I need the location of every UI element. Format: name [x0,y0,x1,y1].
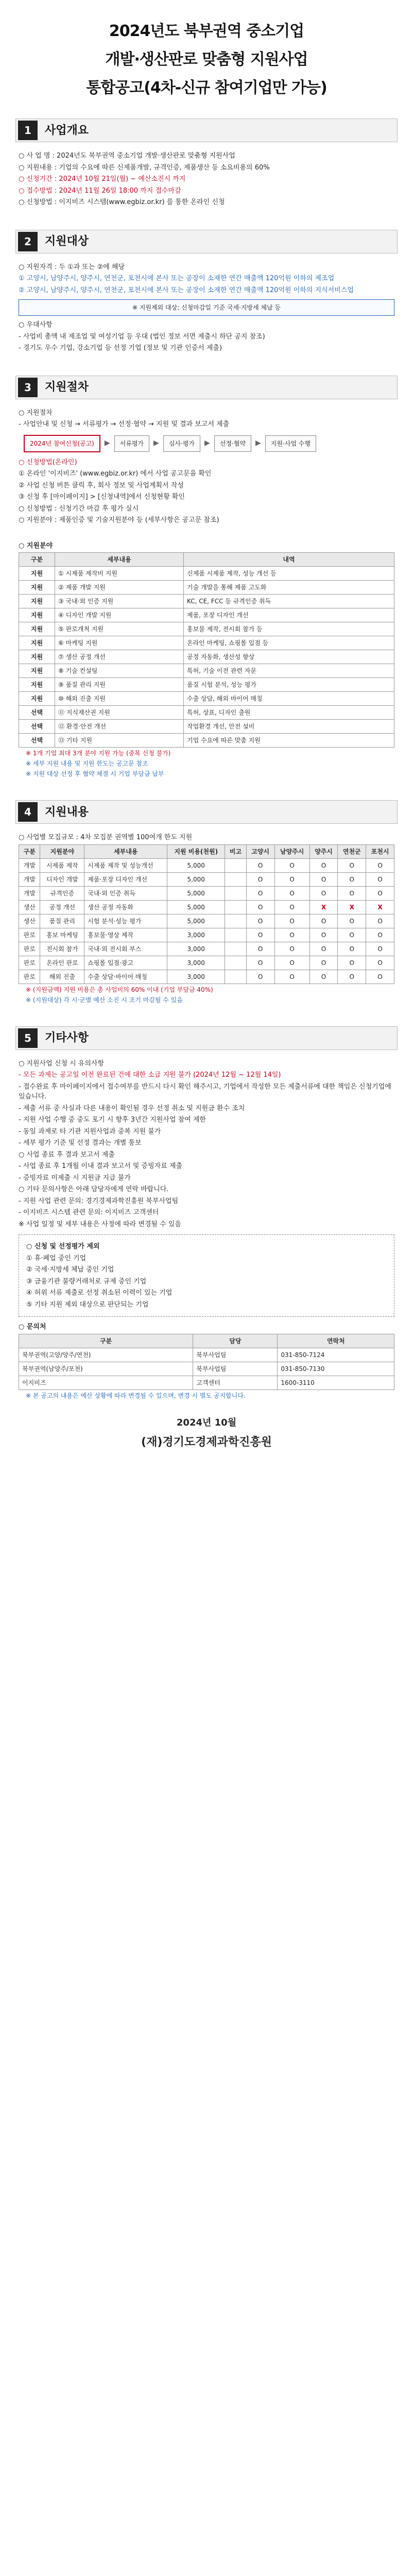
final-note: ※ 본 공고의 내용은 예산 상황에 따라 변경될 수 있으며, 변경 시 별도 공지합니다. [26,1392,246,1399]
table-cell: 031-850-7124 [278,1348,394,1362]
section-4-number: 4 [18,802,38,822]
s1-line-0: ○ 사 업 명 : 2024년도 북부권역 중소기업 개발·생산판로 맞춤형 지원사업 [19,152,235,160]
exclusion-line-4: ④ 허위 서류 제출로 선정 취소된 이력이 있는 기업 [26,1289,173,1297]
table-cell: O [246,886,274,900]
table-row [19,595,394,608]
table-cell: 5,000 [167,872,225,886]
table-cell: O [246,900,274,914]
section-1-number: 1 [18,121,38,140]
table-row [19,706,394,720]
table-cell [225,928,246,942]
footer-date: 2024년 10월 [176,1417,237,1428]
table-cell: 지원 [19,678,55,692]
s4-note-2: ※ (지원대상) 각 시·군별 예산 소진 시 조기 마감될 수 있음 [26,996,183,1004]
table-cell: 선택 [19,720,55,734]
table-cell: 개발 [19,858,40,872]
table-cell [225,886,246,900]
table-cell: O [246,928,274,942]
table-cell: ⑬ 기타 지원 [55,734,184,748]
s4-intro: ○ 사업별 모집규모 : 4차 모집분 권역별 100여개 한도 지원 [19,834,193,841]
s2-line-5: - 사업비 총액 내 제조업 및 여성기업 등 우대 (법인 정보 서면 제출시 하단 공지 참조) [19,332,265,341]
table-cell: 제품·포장 디자인 개선 [84,872,167,886]
table-cell: O [309,914,338,928]
table-cell: O [338,928,366,942]
table-cell: 5,000 [167,858,225,872]
table-cell: 공정 개선 [40,900,84,914]
table-cell: 선택 [19,706,55,720]
table-row [19,636,394,650]
table-header-cell: 남양주시 [274,844,309,858]
section-3-number: 3 [18,378,38,397]
table-cell: 시제품 제작 및 성능개선 [84,858,167,872]
table-cell: O [274,900,309,914]
section-1-title: 사업개요 [45,124,89,137]
table-cell: 제품, 포장 디자인 개선 [184,608,394,622]
table-header-cell: 포천시 [366,844,394,858]
table-cell: 지원 [19,622,55,636]
section-2-number: 2 [18,232,38,251]
table-cell: O [274,928,309,942]
s3-line-7: ○ 지원분야 : 제품인증 및 기술지원분야 등 (세부사항은 공고문 참조) [19,516,219,524]
s3-line-1: - 사업안내 및 신청 → 서류평가 → 선정·협약 → 지원 및 결과 보고서 제출 [19,420,230,428]
contact-heading: ○ 문의처 [19,1323,46,1331]
s4-note-1: ※ (지원금액) 지원 비용은 총 사업비의 60% 이내 (기업 부담금 40%) [26,986,213,993]
arrow-right-icon: ▶ [204,439,210,447]
table-cell: ⑦ 생산 공정 개선 [55,650,184,664]
exclusion-line-0: ○ 신청 및 선정평가 제외 [26,1243,100,1250]
flow-step-4: 선정·협약 [214,435,251,452]
flow-step-1: 2024년 참여신청(공고) [24,435,100,452]
s1-line-1: ○ 지원내용 : 기업의 수요에 따른 신제품개발, 규격인증, 제품생산 등 소요비용의 60% [19,163,270,172]
s2-line-1: ① 고양시, 남양주시, 양주시, 연천군, 포천시에 본사 또는 공장이 소재한 연간 매출액 120억원 이하의 제조업 [19,275,335,282]
table-cell: 북부권역(고양/양주/연천) [19,1348,193,1362]
flow-step-3: 심사·평가 [163,435,200,452]
table-row [19,581,394,595]
table-cell: O [309,942,338,956]
table-cell: O [274,942,309,956]
section-4-body [19,833,394,1005]
exclusion-line-1: ① 휴·폐업 중인 기업 [26,1254,87,1262]
section-4-bar [15,800,398,824]
table-cell: ⑤ 판로개척 지원 [55,622,184,636]
header-line-1: 2024년도 북부권역 중소기업 [109,22,304,40]
flow-step-2: 서류평가 [114,435,149,452]
section-2-title: 지원대상 [45,235,89,248]
table-cell: O [366,928,394,942]
table-cell: 신제품 시제품 제작, 성능 개선 등 [184,567,394,581]
section-5-body [19,1059,394,1230]
arrow-right-icon: ▶ [153,439,159,447]
table-cell: KC, CE, FCC 등 규격인증 취득 [184,595,394,608]
s1-line-4: ○ 신청방법 : 이지비즈 시스템(www.egbiz.or.kr) 를 통한 온라인 신청 [19,198,225,206]
table-cell: 시험 분석·성능 평가 [84,914,167,928]
table-row [19,872,394,886]
section-2-bar [15,230,398,253]
table-cell: 해외 진출 [40,970,84,984]
table-cell: 국내·외 인증 취득 [84,886,167,900]
table-cell: ⑨ 품질 관리 지원 [55,678,184,692]
table-cell: 시제품 제작 [40,858,84,872]
table-cell: 온라인 마케팅, 쇼핑몰 입점 등 [184,636,394,650]
footer [0,1416,413,1451]
table-cell: 생산 [19,914,40,928]
table-cell: ⑩ 해외 진출 지원 [55,692,184,706]
table-cell: 생산 공정 자동화 [84,900,167,914]
arrow-right-icon: ▶ [104,439,110,447]
section-1-body [19,151,394,208]
table-cell: 이지비즈 [19,1376,193,1389]
table-row [19,886,394,900]
table-cell: O [366,956,394,970]
table-cell: ⑥ 마케팅 지원 [55,636,184,650]
section-5-number: 5 [18,1028,38,1048]
table-header-row [19,553,394,567]
table-row [19,858,394,872]
table-header-cell: 지원 비용(천원) [167,844,225,858]
table-cell: 전시회 참가 [40,942,84,956]
table-cell: O [246,858,274,872]
s5-line-11: - 지원 사업 관련 문의: 경기경제과학진흥원 북부사업팀 [19,1197,179,1205]
table-cell: O [338,886,366,900]
table-cell: O [338,970,366,984]
table-header-cell: 연천군 [338,844,366,858]
table-cell: O [246,942,274,956]
table-row [19,720,394,734]
table-cell: 031-850-7130 [278,1362,394,1376]
table-cell: O [309,872,338,886]
table-row [19,692,394,706]
gov-note-3: ※ 지원 대상 선정 후 협약 체결 시 기업 부담금 납부 [26,770,164,777]
program-table [19,844,394,984]
table-cell: O [366,970,394,984]
table-cell [225,872,246,886]
table-cell: O [309,928,338,942]
table-cell: ② 제품 개발 지원 [55,581,184,595]
table-cell [225,970,246,984]
table-cell: 지원 [19,608,55,622]
s3-line-6: ○ 신청방법 : 신청기간 마감 후 평가 실시 [19,504,139,513]
table-cell: 개발 [19,872,40,886]
s2-line-3: ※ 지원제외 대상: 신청마감일 기준 국세·지방세 체납 등 [132,304,281,311]
table-cell: O [338,858,366,872]
section-5-title: 기타사항 [45,1031,89,1044]
table-cell: O [338,872,366,886]
table-cell: O [246,956,274,970]
table-row [19,622,394,636]
table-header-cell: 구분 [19,553,55,567]
gov-note-1: ※ 1개 기업 최대 3개 분야 지원 가능 (중복 신청 불가) [26,750,171,757]
table-row [19,664,394,678]
section-3-title: 지원절차 [45,381,89,394]
s5-line-7: ○ 사업 종료 후 결과 보고서 제출 [19,1150,115,1159]
table-row [19,734,394,748]
table-cell [225,914,246,928]
table-cell: O [366,942,394,956]
s3-line-3: ① 온라인 '이지비즈' (www.egbiz.or.kr) 에서 사업 공고문을 확인 [19,470,212,478]
table-cell: 개발 [19,886,40,900]
table-cell: 공정 자동화, 생산성 향상 [184,650,394,664]
s1-line-3: ○ 접수방법 : 2024년 11월 26일 18:00 까지 접수마감 [19,187,181,195]
exclusion-line-2: ② 국세·지방세 체납 중인 기업 [26,1266,114,1274]
table-cell: O [309,956,338,970]
table-row [19,970,394,984]
table-cell: O [274,970,309,984]
table-cell: 북부사업팀 [193,1348,278,1362]
table-cell: X [309,900,338,914]
table-cell: O [366,886,394,900]
table-cell: 기술 개발을 통해 제품 고도화 [184,581,394,595]
table-cell: 홍보 마케팅 [40,928,84,942]
table-row [19,900,394,914]
table-cell: 지원 [19,692,55,706]
table-cell: 쇼핑몰 입점·광고 [84,956,167,970]
table-cell: 1600-3110 [278,1376,394,1389]
section-4-title: 지원내용 [45,805,89,819]
exclusion-line-3: ③ 금융기관 불량거래처로 규제 중인 기업 [26,1277,147,1285]
table-cell: 수출 상담·바이어 매칭 [84,970,167,984]
table-cell: 선택 [19,734,55,748]
s5-line-5: - 동일 과제로 타 기관 지원사업과 중복 지원 불가 [19,1127,161,1136]
table-row [19,650,394,664]
table-cell: 지원 [19,595,55,608]
table-cell: 3,000 [167,970,225,984]
table-cell: ③ 국내·외 인증 지원 [55,595,184,608]
table-cell: O [246,914,274,928]
table-header-cell: 구분 [19,844,40,858]
s5-line-8: - 사업 종료 후 1개월 이내 결과 보고서 및 증빙자료 제출 [19,1162,183,1170]
s3-line-0: ○ 지원절차 [19,409,53,417]
table-cell: 지원 [19,581,55,595]
table-cell: 판로 [19,970,40,984]
table-cell: 5,000 [167,886,225,900]
table-header-row [19,1334,394,1348]
s5-line-13: ※ 사업 일정 및 세부 내용은 사정에 따라 변경될 수 있음 [19,1220,181,1228]
table-header-cell: 연락처 [278,1334,394,1348]
table-cell: 특허, 기술 이전 관련 자문 [184,664,394,678]
table-cell: O [274,914,309,928]
footer-org: (재)경기도경제과학진흥원 [141,1435,272,1449]
table-cell: O [366,914,394,928]
table-row [19,928,394,942]
s5-line-9: - 증빙자료 미제출 시 지원금 지급 불가 [19,1174,131,1182]
section-5-bar [15,1026,398,1050]
table-row [19,1348,394,1362]
section-1-bar [15,118,398,142]
s2-exclusion-box [19,299,394,316]
table-cell: ⑪ 지식재산권 지원 [55,706,184,720]
table-row [19,1362,394,1376]
table-cell: 지원 [19,664,55,678]
table-cell: 지원 [19,650,55,664]
s2-line-4: ○ 우대사항 [19,321,53,329]
s5-line-1: - 모든 과제는 공고일 이전 완료된 건에 대한 소급 지원 불가 (2024년 12월 ~ 12월 14일) [19,1071,281,1079]
table-cell: O [338,956,366,970]
table-cell: O [309,886,338,900]
table-row [19,1376,394,1389]
arrow-right-icon: ▶ [255,439,261,447]
table-cell: O [338,942,366,956]
table-cell: 기업 수요에 따른 맞춤 지원 [184,734,394,748]
table-cell: 3,000 [167,928,225,942]
table-row [19,678,394,692]
table-cell: 품질 관리 [40,914,84,928]
table-cell: O [274,858,309,872]
table-row [19,956,394,970]
gov-note-2: ※ 세부 지원 내용 및 지원 한도는 공고문 참조 [26,760,148,767]
table-cell [225,942,246,956]
table-cell: 디자인 개발 [40,872,84,886]
table-cell: O [338,914,366,928]
table-header-cell: 내역 [184,553,394,567]
table-cell: 홍보물 제작, 전시회 참가 등 [184,622,394,636]
table-cell: 작업환경 개선, 안전 설비 [184,720,394,734]
table-cell: X [366,900,394,914]
gov-table-heading: ○ 지원분야 [19,541,53,550]
s5-line-3: - 제출 서류 중 사실과 다른 내용이 확인될 경우 선정 취소 및 지원금 환수 조치 [19,1104,245,1112]
support-fields-table [19,552,394,748]
table-cell: O [274,886,309,900]
process-flow [24,435,394,452]
table-header-cell: 지원분야 [40,844,84,858]
table-cell: 고객센터 [193,1376,278,1389]
exclusion-box [19,1234,394,1317]
s5-line-6: - 세부 평가 기준 및 선정 결과는 개별 통보 [19,1139,142,1147]
table-cell: ⑫ 환경·안전 개선 [55,720,184,734]
header-line-2: 개발·생산판로 맞춤형 지원사업 [105,50,308,69]
table-cell: 북부사업팀 [193,1362,278,1376]
table-cell [225,858,246,872]
table-header-cell: 구분 [19,1334,193,1348]
table-header-cell: 세부내용 [55,553,184,567]
table-header-cell: 비고 [225,844,246,858]
table-cell: ④ 디자인 개발 지원 [55,608,184,622]
s5-line-2: - 접수완료 후 마이페이지에서 접수여부를 반드시 다시 확인 해주시고, 기업에서 작성한 모든 제출서류에 대한 책임은 신청기업에 있습니다. [19,1082,391,1100]
s3-line-2: ○ 신청방법(온라인) [19,458,77,466]
table-header-cell: 양주시 [309,844,338,858]
table-cell: O [246,970,274,984]
table-cell: 지원 [19,636,55,650]
table-row [19,608,394,622]
table-cell: O [309,858,338,872]
table-cell: ⑧ 기술 컨설팅 [55,664,184,678]
flow-step-5: 지원·사업 수행 [265,435,316,452]
table-cell: 온라인 판로 [40,956,84,970]
table-cell: O [246,872,274,886]
table-cell: 품질 시험 분석, 성능 평가 [184,678,394,692]
table-cell: 3,000 [167,956,225,970]
s5-line-12: - 이지비즈 시스템 관련 문의: 이지비즈 고객센터 [19,1209,159,1216]
s1-line-2: ○ 신청기간 : 2024년 10월 21일(월) ~ 예산소진시 까지 [19,175,186,183]
table-cell: 지원 [19,567,55,581]
table-cell: O [366,872,394,886]
s5-line-10: ○ 기타 문의사항은 아래 담당자에게 연락 바랍니다. [19,1185,169,1193]
s5-line-4: - 지원 사업 수행 중 중도 포기 시 향후 3년간 지원사업 참여 제한 [19,1116,206,1124]
table-row [19,567,394,581]
header [0,0,413,118]
table-cell: 3,000 [167,942,225,956]
table-header-cell: 세부내용 [84,844,167,858]
table-cell: 5,000 [167,900,225,914]
contact-table [19,1334,394,1390]
table-cell: O [274,956,309,970]
table-cell: 특허, 상표, 디자인 출원 [184,706,394,720]
table-cell: 국내·외 전시회 부스 [84,942,167,956]
header-line-3: 통합공고(4차-신규 참여기업만 가능) [86,78,327,97]
table-cell: 수출 상담, 해외 바이어 매칭 [184,692,394,706]
table-cell [225,900,246,914]
table-cell: 판로 [19,928,40,942]
s2-line-2: ② 고양시, 남양주시, 양주시, 연천군, 포천시에 본사 또는 공장이 소재한 연간 매출액 120억원 이하의 지식서비스업 [19,286,354,294]
exclusion-line-5: ⑤ 기타 지원 제외 대상으로 판단되는 기업 [26,1300,149,1309]
table-header-row [19,844,394,858]
section-3-bar [15,376,398,399]
s2-line-6: - 경기도 우수 기업, 강소기업 등 선정 기업 (정보 및 기관 인증서 제출) [19,344,222,352]
s5-line-0: ○ 지원사업 신청 시 유의사항 [19,1059,105,1067]
table-cell [225,956,246,970]
table-cell: X [338,900,366,914]
table-row [19,914,394,928]
s3-line-5: ③ 신청 후 [마이페이지] > [신청내역]에서 신청현황 확인 [19,493,185,501]
table-cell: O [274,872,309,886]
s3-line-4: ② 사업 신청 버튼 클릭 후, 회사 정보 및 사업계획서 작성 [19,481,184,489]
table-cell: O [366,858,394,872]
table-header-cell: 고양시 [246,844,274,858]
s2-line-0: ○ 지원자격 : 두 ①과 또는 ②에 해당 [19,263,125,271]
table-cell: 홍보물·영상 제작 [84,928,167,942]
support-fields-block [19,541,394,779]
table-cell: 생산 [19,900,40,914]
table-cell: O [309,970,338,984]
table-row [19,942,394,956]
section-3-body [19,408,394,526]
table-cell: 규격인증 [40,886,84,900]
table-cell: 북부권역(남양주/포천) [19,1362,193,1376]
table-cell: 판로 [19,942,40,956]
section-2-body [19,262,394,353]
table-cell: 판로 [19,956,40,970]
table-header-cell: 담당 [193,1334,278,1348]
table-cell: ① 시제품 제작비 지원 [55,567,184,581]
table-cell: 5,000 [167,914,225,928]
